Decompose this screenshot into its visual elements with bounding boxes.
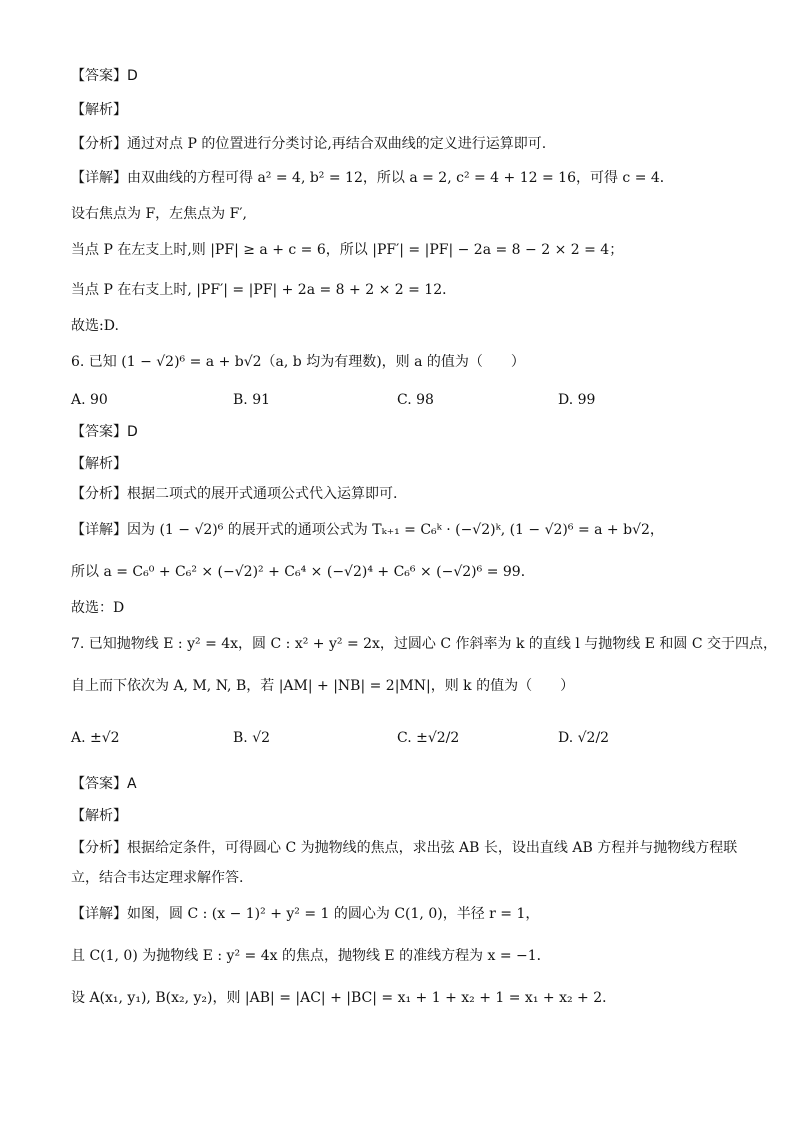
- question-6: 6. 已知 (1 − √2)⁶ = a + b√2（a, b 均为有理数)，则 a 的值为（ ）: [71, 354, 525, 370]
- q7-option-c: C. ±√2/2: [397, 730, 460, 746]
- q6-option-b: B. 91: [233, 392, 271, 408]
- question-7: 7. 已知抛物线 E : y² = 4x，圆 C : x² + y² = 2x，过圆心 C 作斜率为 k 的直线 l 与抛物线 E 和圆 C 交于四点，: [71, 636, 778, 652]
- choice-line: 故选：D: [71, 600, 125, 616]
- solution-line: 所以 a = C₆⁰ + C₆² × (−√2)² + C₆⁴ × (−√2)⁴ + C₆⁶ × (−√2)⁶ = 99．: [71, 564, 535, 580]
- solution-line: 当点 P 在左支上时,则 |PF| ≥ a + c = 6，所以 |PF′| = |PF| − 2a = 8 − 2 × 2 = 4；: [71, 242, 624, 258]
- solution-line: 设 A(x₁, y₁), B(x₂, y₂)，则 |AB| = |AC| + |BC| = x₁ + 1 + x₂ + 1 = x₁ + x₂ + 2．: [71, 990, 617, 1006]
- analysis-text-cont: 立，结合韦达定理求解作答.: [71, 870, 244, 886]
- answer-label: 【答案】A: [71, 776, 137, 792]
- analysis-heading: 【解析】: [71, 102, 127, 118]
- q6-option-d: D. 99: [558, 392, 596, 408]
- analysis-text: 【分析】根据给定条件，可得圆心 C 为抛物线的焦点，求出弦 AB 长，设出直线 AB 方程并与抛物线方程联: [71, 840, 738, 856]
- answer-label: 【答案】D: [71, 68, 138, 84]
- q7-option-d: D. √2/2: [558, 730, 610, 746]
- q7-option-a: A. ±√2: [71, 730, 120, 746]
- q6-option-a: A. 90: [71, 392, 108, 408]
- detail-text: 【详解】因为 (1 − √2)⁶ 的展开式的通项公式为 Tₖ₊₁ = C₆ᵏ · (−√2)ᵏ, (1 − √2)⁶ = a + b√2，: [71, 522, 664, 538]
- q7-option-b: B. √2: [233, 730, 271, 746]
- solution-line: 设右焦点为 F，左焦点为 F′,: [71, 206, 247, 222]
- q6-option-c: C. 98: [397, 392, 434, 408]
- analysis-text: 【分析】通过对点 P 的位置进行分类讨论,再结合双曲线的定义进行运算即可.: [71, 136, 547, 152]
- choice-line: 故选:D.: [71, 318, 119, 334]
- detail-text: 【详解】如图，圆 C : (x − 1)² + y² = 1 的圆心为 C(1, 0)，半径 r = 1，: [71, 906, 540, 922]
- answer-label: 【答案】D: [71, 424, 138, 440]
- detail-text: 【详解】由双曲线的方程可得 a² = 4, b² = 12，所以 a = 2, c² = 4 + 12 = 16，可得 c = 4．: [71, 170, 674, 186]
- solution-line: 且 C(1, 0) 为抛物线 E : y² = 4x 的焦点，抛物线 E 的准线方程为 x = −1．: [71, 948, 551, 964]
- analysis-heading: 【解析】: [71, 456, 127, 472]
- analysis-heading: 【解析】: [71, 808, 127, 824]
- analysis-text: 【分析】根据二项式的展开式通项公式代入运算即可.: [71, 486, 398, 502]
- solution-line: 当点 P 在右支上时, |PF′| = |PF| + 2a = 8 + 2 × 2 = 12．: [71, 282, 457, 298]
- question-7-cont: 自上而下依次为 A, M, N, B，若 |AM| + |NB| = 2|MN|，则 k 的值为（ ）: [71, 678, 575, 694]
